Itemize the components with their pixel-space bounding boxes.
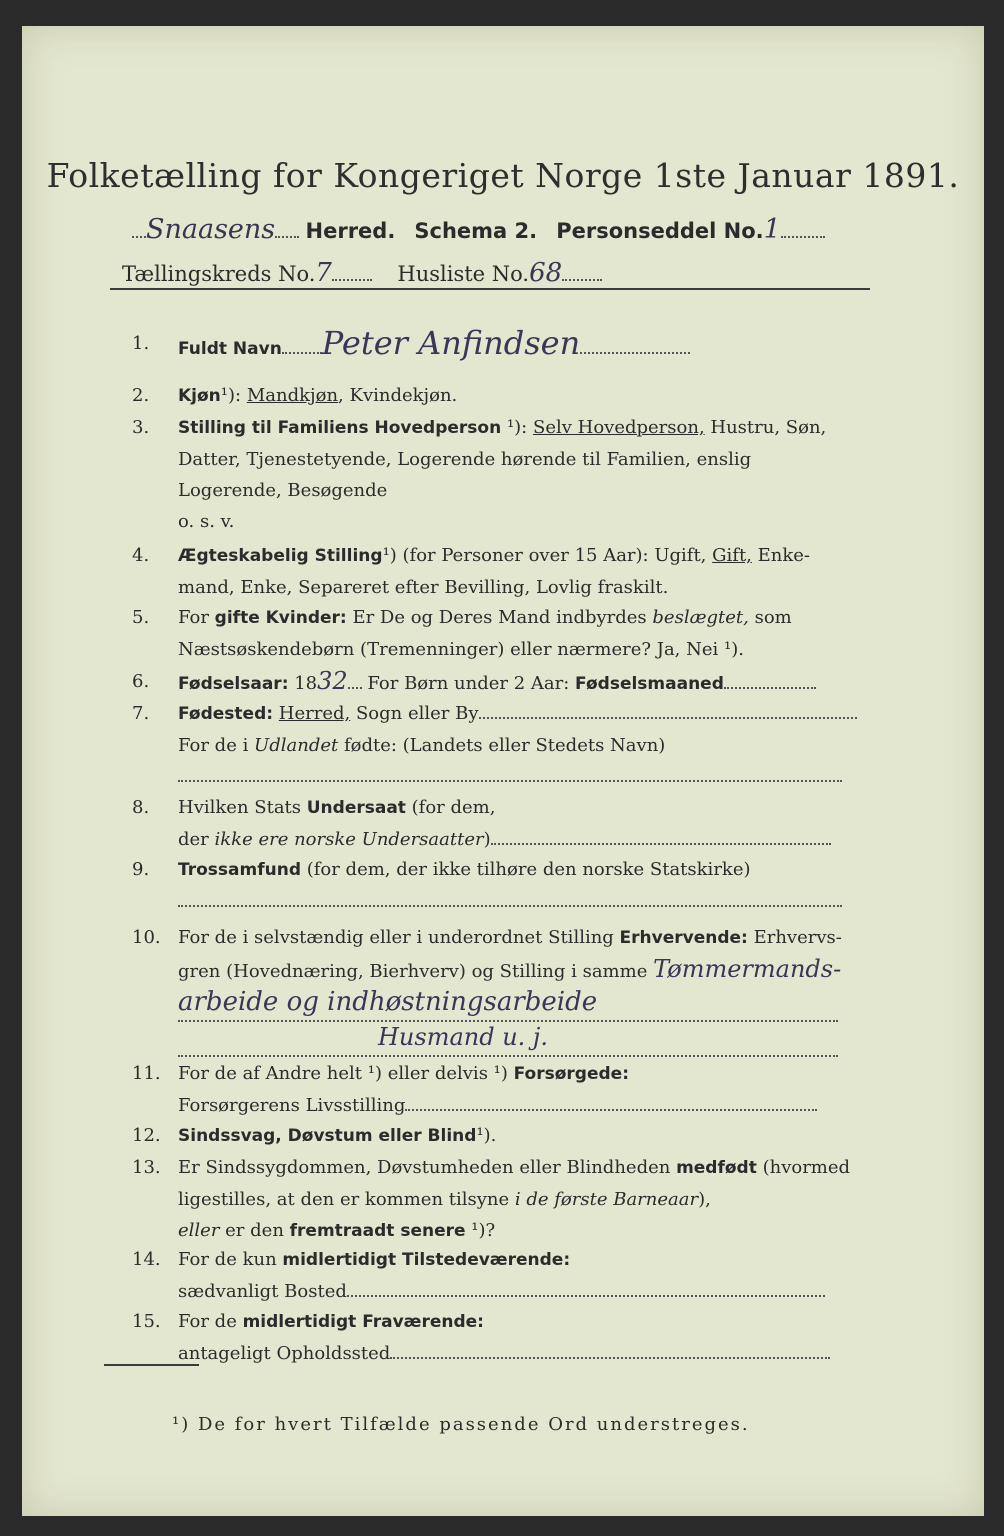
option-text: ¹). (476, 1125, 497, 1146)
census-form-sheet (22, 26, 984, 1516)
item-label: Forsørgede: (513, 1064, 629, 1084)
item-label: midlertidigt Fraværende: (242, 1312, 484, 1332)
item-number: 5. (132, 607, 150, 628)
footnote-ref: ¹): (220, 385, 242, 406)
form-title: Folketælling for Kongeriget Norge 1ste Januar 1891. (46, 156, 960, 195)
option-text: beslægtet, (652, 607, 749, 628)
item-number: 4. (132, 545, 150, 566)
item-4 (132, 540, 892, 604)
item-number: 6. (132, 671, 150, 692)
option-text: For de (178, 1311, 243, 1332)
husliste-label: Husliste No. (397, 262, 530, 286)
item-label: Fødested: (178, 704, 274, 724)
option-text: antageligt Opholdssted (178, 1343, 391, 1364)
option-text: For de i selvstændig eller i underordnet Stilling (178, 927, 620, 948)
option-text: (for dem, (405, 797, 496, 818)
item-number: 2. (132, 385, 150, 406)
selected-option: Selv Hovedperson, (532, 417, 705, 438)
footnote-rule (104, 1364, 199, 1366)
item-1 (132, 324, 892, 368)
option-text: mand, Enke, Separeret efter Bevilling, Lovlig fraskilt. (178, 577, 669, 598)
item-label: Ægteskabelig Stilling (178, 546, 383, 566)
option-text: ), (698, 1189, 711, 1210)
item-11 (132, 1058, 892, 1122)
item-number: 13. (132, 1157, 161, 1178)
option-text: (for dem, der ikke tilhøre den norske Statskirke) (300, 859, 751, 880)
full-name-value: Peter Anfindsen (321, 324, 581, 362)
item-number: 12. (132, 1125, 161, 1146)
occupation-value-line2: arbeide og indhøstningsarbeide (178, 987, 598, 1017)
item-label: Fødselsmaaned (575, 674, 724, 694)
occupation-value-line3: Husmand u. j. (378, 1023, 549, 1051)
item-label: Trossamfund (178, 860, 301, 880)
item-5 (132, 602, 892, 666)
item-label: Erhvervende: (619, 928, 748, 948)
personseddel-label: Personseddel No. (556, 219, 764, 243)
kreds-value: 7 (315, 258, 332, 288)
item-3 (132, 412, 892, 542)
item-10 (132, 922, 892, 1052)
item-number: 3. (132, 417, 150, 438)
item-number: 9. (132, 859, 150, 880)
item-label: medfødt (676, 1158, 757, 1178)
footnote-ref: ¹): (506, 417, 528, 438)
item-label: Fuldt Navn (178, 339, 282, 359)
option-text: gren (Hovednæring, Bierhverv) og Stilling i samme (178, 961, 648, 982)
option-text: Næstsøskendebørn (Tremenninger) eller nærmere? Ja, Nei ¹). (178, 639, 744, 660)
item-label: Kjøn (178, 386, 221, 406)
item-number: 11. (132, 1063, 161, 1084)
option-text: fødte: (Landets eller Stedets Navn) (338, 735, 666, 756)
option-text: ligestilles, at den er kommen tilsyne (178, 1189, 515, 1210)
option-text: Enke- (751, 545, 811, 566)
herred-value: Snaasens (146, 214, 276, 245)
footnote-ref: ¹) (382, 545, 397, 566)
option-text: For de i (178, 735, 255, 756)
schema-label: Schema 2. (414, 219, 538, 243)
item-label: Sindssvag, Døvstum eller Blind (178, 1126, 477, 1146)
option-text: For de af Andre helt ¹) eller delvis ¹) (178, 1063, 514, 1084)
item-14 (132, 1244, 892, 1308)
option-text: (for Personer over 15 Aar): Ugift, (396, 545, 713, 566)
option-text: ikke ere norske Undersaatter (214, 829, 484, 850)
item-7 (132, 698, 892, 788)
option-text: Datter, Tjenestetyende, Logerende hørende til Familien, enslig (178, 449, 752, 470)
item-number: 15. (132, 1311, 161, 1332)
option-text: For (178, 607, 215, 628)
option-text: er den (219, 1220, 290, 1241)
option-text: (hvormed (756, 1157, 851, 1178)
option-text: Sogn eller By (350, 703, 479, 724)
item-label: fremtraadt senere (289, 1221, 466, 1241)
option-text: Hvilken Stats (178, 797, 307, 818)
item-number: 7. (132, 703, 150, 724)
selected-option: Herred, (278, 703, 351, 724)
kreds-line (122, 258, 882, 288)
footnote: ¹) De for hvert Tilfælde passende Ord understreges. (172, 1414, 750, 1435)
header-rule (110, 288, 870, 290)
kreds-label: Tællingskreds No. (122, 262, 316, 286)
item-number: 10. (132, 927, 161, 948)
herred-label: Herred. (305, 219, 396, 243)
option-text: Logerende, Besøgende (178, 480, 388, 501)
option-text: sædvanligt Bosted (178, 1281, 347, 1302)
option-text: ¹)? (465, 1220, 496, 1241)
selected-option: Gift, (712, 545, 752, 566)
item-label: midlertidigt Tilstedeværende: (282, 1250, 571, 1270)
option-text: Forsørgerens Livsstilling (178, 1095, 406, 1116)
herred-line (132, 214, 892, 245)
option-text: For de kun (178, 1249, 283, 1270)
selected-option: Mandkjøn (246, 385, 339, 406)
option-text: der (178, 829, 215, 850)
personseddel-value: 1 (763, 214, 781, 245)
birth-year-value: 32 (317, 667, 348, 695)
item-9 (132, 854, 892, 918)
option-text: som (748, 607, 792, 628)
option-text: o. s. v. (178, 511, 235, 532)
option-text: Udlandet (254, 735, 339, 756)
item-number: 14. (132, 1249, 161, 1270)
item-label: Fødselsaar: (178, 674, 289, 694)
item-label: Undersaat (306, 798, 406, 818)
option-text: eller (178, 1220, 220, 1241)
item-13 (132, 1152, 892, 1248)
item-label: gifte Kvinder: (214, 608, 347, 628)
option-text: Er Sindssygdommen, Døvstumheden eller Blindheden (178, 1157, 677, 1178)
husliste-value: 68 (529, 258, 563, 288)
option-text: 18 (288, 673, 318, 694)
option-text: For Børn under 2 Aar: (361, 673, 576, 694)
option-text: ) (483, 829, 491, 850)
item-number: 1. (132, 333, 150, 354)
item-8 (132, 792, 892, 856)
option-text: Er De og Deres Mand indbyrdes (346, 607, 653, 628)
item-15 (132, 1306, 892, 1370)
option-text: , Kvindekjøn. (338, 385, 458, 406)
item-number: 8. (132, 797, 150, 818)
option-text: Erhvervs- (747, 927, 842, 948)
option-text: Hustru, Søn, (704, 417, 827, 438)
occupation-value-line1: Tømmermands- (653, 955, 842, 983)
option-text: i de første Barneaar (514, 1189, 699, 1210)
item-label: Stilling til Familiens Hovedperson (178, 418, 502, 438)
